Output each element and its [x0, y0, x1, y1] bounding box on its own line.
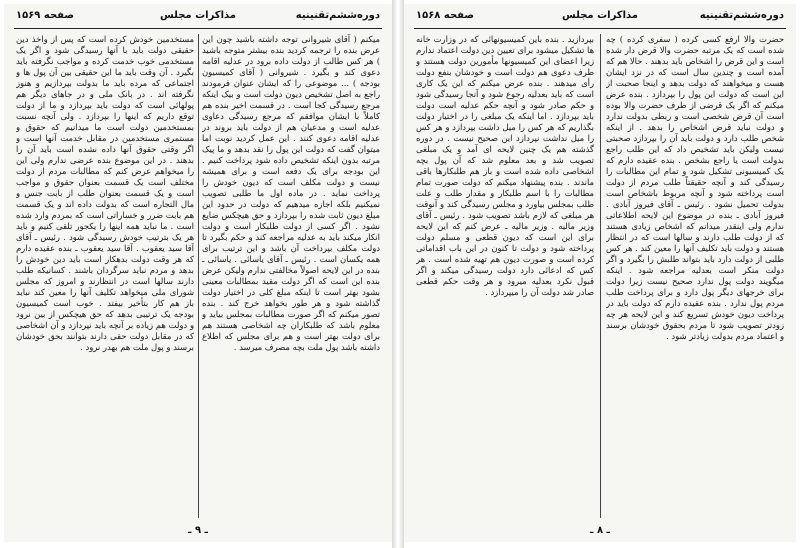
journal-title: مذاکرات مجلس [561, 10, 639, 21]
journal-title: مذاکرات مجلس [159, 10, 237, 21]
folio-number: ـ ۸ ـ [590, 525, 610, 536]
page-number: صفحه ۱۵۶۹ [16, 10, 75, 21]
page-header [416, 10, 784, 26]
column-divider [198, 34, 199, 518]
header-rule [414, 28, 786, 29]
text-column-left: مستخدمین خودش کرده است که پس از واخذ دین حقیقی دولت باید با آنها رسیدگی شود و اگر یک مستخدمی خوب خدمت کرده و مواجب نگرفته باید بگیرد . آن وقت باید ما این حقیقی بین آن پول ها و اجتماعی که مرده باید ما بدولت بپردازیم و هنوز نگرفته اند . در بانک ملی و در جاهای دیگر هم پولهائی است که دولت باید بپردازد و ما از دولت توقع داریم که اینها را بپردازد . ولی آنچه نسبت بمستخدمین دولت است ما میدانیم که حقوق و مستمری مستخدمین در مقابل خدمت آنها است و اگر وقتی حقوق آنها داده نشده است باید آن را بدهند . در این موضوع بنده عرضی ندارم ولی این را میخواهم عرض کنم که مطالبات مردم از دولت مختلف است یک قسمت بعنوان حقوق و مواجب است و یک قسمت بعنوان طلب از بابت جنس و مال التجاره است که بدولت داده اند و یک قسمت هم بابت ضرر و خساراتی است که بمردم وارد شده است . ما نباید همه اینها را یکجور تلقی کنیم و باید هر یک بترتیب خودش رسیدگی شود . رئیس ـ آقای آقا سید یعقوب . آقا سید یعقوب ـ بنده عقیده دارم که هر وقت دولت بدهکار است باید دین خودش را بدهد و مردم نباید سرگردان باشند . کسانیکه طلب دارند سالها است در انتظارند و امروز که مجلس شورای ملی میخواهد تکلیف آنها را معین کند نباید باز هم کار بتأخیر بیفتد . خوب است کمیسیون بودجه یک ترتیبی بدهد که حق هیچکس از بین نرود و دولت هم زیاده بر آنچه باید نپردازد و آن اشخاصی که در مقابل دولت حقی دارند بتوانند بحق خودشان برسند و پول ملت هم بهدر نرود . [16, 34, 194, 352]
left-page [4, 4, 392, 542]
right-page [404, 4, 796, 542]
page-header [16, 10, 380, 26]
text-column-right: میکنم ( آقای شیروانی توجه داشته باشید چون این عرض بنده را ترجمه کردید بنده بیشتر متوجه باشید ) هر کس طالب از دولت داده برود در عدلیه اقامه دعوی کند و بگیرد . شیروانی ( آقای کمیسیون بودجه ) ... موضوعی را که ایشان عنوان فرمودند راجع به اصل تشخیص دیون دولت است و بیک اینکه مرجع رسیدگی کجا است . در قسمت اخیر بنده هم کاملاً با ایشان موافقم که مرجع رسیدگی دعاوی عدلیه است و مدعیان هم از دولت باید بروند در عدلیه اقامه دعوی کنند . این عمل کردید نوبت اما میتوان گفت که دولت این پول را نقد بدهد و ما پیک مرتبه بدون اینکه تشخیص داده شود پرداخت کنیم . این بودجه برای یک دفعه است و برای همیشه نیست و دولت مکلف است که دیون خودش را پرداخت نماید . در ماده اول ما طلبی تصویب نمیکنیم بلکه اجازه میدهیم که دولت در حدود این مبلغ دیون ثابت شده را بپردازد و حق هیچکس ضایع نشود . اگر کسی از دولت طلبکار است و دولت انکار میکند باید به عدلیه مراجعه کند و حکم بگیرد تا دولت مکلف بپرداخت آن باشد و این ترتیب برای همه یکسان است . رئیس ـ آقای یاسائی . یاسائی ـ بنده در این لایحه اصولاً مخالفتی ندارم ولیکن عرض بنده این است که اگر دولت مقید بمطالبات معینی بشود بهتر است تا اینکه مبلغ کلی در اختیار دولت گذاشته شود و هر طور بخواهد خرج کند . بنده تصور میکنم که اگر صورت مطالبات بمجلس بیاید و معلوم باشد که طلبکاران چه اشخاصی هستند هم برای دولت بهتر است و هم برای مجلس که اطلاع داشته باشد پول ملت بچه مصرف میرسد . [202, 34, 380, 352]
page-number: صفحه ۱۵۶۸ [416, 10, 475, 21]
book-gutter [392, 0, 404, 548]
text-columns [416, 34, 784, 518]
column-divider [600, 34, 601, 518]
header-rule [14, 28, 382, 29]
text-columns [16, 34, 380, 518]
folio-number: ـ ۹ ـ [188, 525, 208, 536]
session-title: دوره‌ششم‌تقنینیه [699, 10, 784, 21]
text-column-right: حضرت والا ارفع کسی کرده ( سفری کرده ) چه شده است که یک مرتبه حضرت والا قرض دار شده است و این قرض را اشخاص باید بدهند . حالا هم که آمده است و چندین سال است که در نزد ایشان هست و میخواهند که دولت بدهد و اینجا صحبت از این است که دولت این پول را بپردازد . بنده عرض میکنم که اگر یک قرضی از طرف حضرت والا بوده است آن قرض شخصی است و ربطی بدولت ندارد و دولت نباید قرض اشخاص را بدهد . از اینکه شخص طلب دارد و دولت باید آن را بپردازد صحبتی نیست ولیکن باید تشخیص داد که این طلب راجع بدولت است یا راجع بشخص . بنده عقیده دارم که یک کمیسیونی تشکیل شود و تمام این مطالبات را رسیدگی کند و آنچه حقیقتاً طلب مردم از دولت است پرداخته شود و آنچه مربوط باشخاص است بدولت تحمیل نشود . رئیس ـ آقای فیروز آبادی . فیروز آبادی ـ بنده در موضوع این لایحه اطلاعاتی ندارم ولی اینقدر میدانم که اشخاص زیادی هستند که از دولت طلب دارند و سالها است که در انتظار هستند و دولت باید تکلیف آنها را معین کند . هر کس طلبی از دولت دارد باید بتواند طلبش را بگیرد و اگر دولت منکر است بعدلیه مراجعه شود . اینکه میگویند دولت پول ندارد صحیح نیست زیرا دولت برای خرجهای دیگر پول دارد و برای پرداخت طلب مردم پول ندارد . بنده عقیده دارم که دولت باید در پرداخت دیون خودش تسریع کند و این لایحه هر چه زودتر تصویب شود تا مردم بحقوق خودشان برسند و اعتماد مردم بدولت زیادتر شود . [606, 34, 784, 341]
session-title: دوره‌ششم‌تقنینیه [295, 10, 380, 21]
text-column-left: بپردازید . بنده باین کمیسیونهائی که در وزارت خانه ها تشکیل میشود برای تعیین دین دولت اعتماد ندارم زیرا اعضای این کمیسیونها مأمورین دولت هستند و طرف دعوی هم دولت است و خودشان بنفع دولت رأی میدهند . بنده عرض میکنم که این یک کاری است که باید بعدلیه رجوع شود و آنجا رسیدگی شود و حکم صادر شود و آنچه حکم عدلیه است دولت باید بپردازد . اما اینکه یک مبلغی را در اختیار دولت بگذاریم که هر کس را میل داشت بپردازد و هر کس را میل نداشت نپردازد این صحیح نیست . در دوره گذشته هم یک چنین لایحه ای آمد و یک مبلغی تصویب شد و بعد معلوم شد که آن پول بچه اشخاصی داده شده است و باز هم طلبکارها باقی ماندند . بنده پیشنهاد میکنم که دولت صورت تمام مطالبات را با اسم طلبکار و مقدار طلب و علت طلب بمجلس بیاورد و مجلس رسیدگی کند و آنوقت هر مبلغی که لازم باشد تصویب شود . رئیس ـ آقای وزیر مالیه . وزیر مالیه ـ عرض کنم که این لایحه برای این است که دیون قطعی و مسلم دولت پرداخته شود و دولت تا کنون در این باب اقداماتی کرده است و صورت دیون هم تهیه شده است . هر کس که ادعائی دارد دولت رسیدگی میکند و اگر قبول نکرد بعدلیه میرود و هر وقت حکم قطعی صادر شد دولت آن را میپردازد . [416, 34, 594, 297]
